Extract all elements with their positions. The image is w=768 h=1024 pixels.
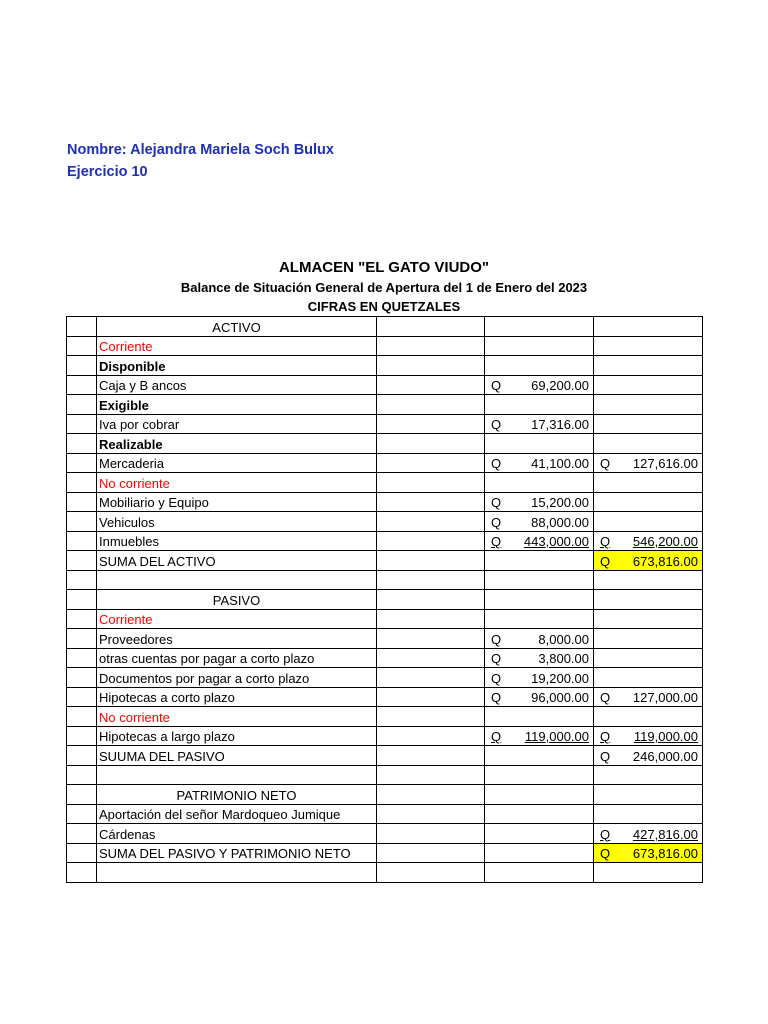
partial-value: 19,200.00 <box>531 670 589 686</box>
spacer-cell <box>377 453 485 473</box>
units-subtitle: CIFRAS EN QUETZALES <box>307 299 461 314</box>
total-cell <box>594 531 703 551</box>
account-label: Mobiliario y Equipo <box>97 492 377 512</box>
total-value: 427,816.00 <box>632 826 698 842</box>
table-row <box>67 863 703 883</box>
partial-cell <box>485 356 594 376</box>
total-cell <box>594 785 703 805</box>
account-label: SUMA DEL ACTIVO <box>97 551 377 571</box>
partial-cell <box>485 668 594 688</box>
balance-sheet-table <box>66 316 703 883</box>
spacer-cell <box>377 629 485 649</box>
total-value: 673,816.00 <box>632 846 698 861</box>
account-label: Realizable <box>97 434 377 454</box>
spacer-cell <box>377 336 485 356</box>
account-label: Aportación del señor Mardoqueo Jumique <box>97 804 377 824</box>
partial-cell <box>485 570 594 590</box>
partial-value: 15,200.00 <box>531 495 589 510</box>
table-row <box>67 492 703 512</box>
total-cell <box>594 629 703 649</box>
partial-cell <box>485 687 594 707</box>
total-cell <box>594 863 703 883</box>
partial-cell <box>485 648 594 668</box>
table-row <box>67 746 703 766</box>
spacer-cell <box>377 707 485 727</box>
table-row <box>67 707 703 727</box>
spacer-cell <box>377 765 485 785</box>
currency-symbol: Q <box>600 553 611 569</box>
table-row <box>67 395 703 415</box>
partial-value: 3,800.00 <box>538 651 589 666</box>
total-cell <box>594 414 703 434</box>
index-cell <box>67 843 97 863</box>
spacer-cell <box>377 648 485 668</box>
partial-cell <box>485 843 594 863</box>
index-cell <box>67 785 97 805</box>
account-label <box>97 765 377 785</box>
spacer-cell <box>377 570 485 590</box>
partial-value: 69,200.00 <box>531 378 589 393</box>
currency-symbol: Q <box>600 534 611 549</box>
spacer-cell <box>377 356 485 376</box>
partial-value: 17,316.00 <box>531 417 589 432</box>
table-row <box>67 843 703 863</box>
table-row <box>67 804 703 824</box>
table-row <box>67 336 703 356</box>
partial-amount <box>487 632 591 648</box>
index-cell <box>67 551 97 571</box>
partial-cell <box>485 414 594 434</box>
partial-cell <box>485 863 594 883</box>
index-cell <box>67 492 97 512</box>
spacer-cell <box>377 668 485 688</box>
spacer-cell <box>377 473 485 493</box>
spacer-cell <box>377 375 485 395</box>
partial-amount <box>487 378 591 394</box>
index-cell <box>67 512 97 532</box>
table-row <box>67 317 703 337</box>
index-cell <box>67 863 97 883</box>
index-cell <box>67 804 97 824</box>
table-row <box>67 590 703 610</box>
account-label: SUMA DEL PASIVO Y PATRIMONIO NETO <box>97 843 377 863</box>
index-cell <box>67 434 97 454</box>
total-cell <box>594 375 703 395</box>
index-cell <box>67 707 97 727</box>
partial-cell <box>485 336 594 356</box>
spacer-cell <box>377 317 485 337</box>
spacer-cell <box>377 414 485 434</box>
index-cell <box>67 414 97 434</box>
currency-symbol: Q <box>600 846 611 861</box>
index-cell <box>67 687 97 707</box>
account-label: Hipotecas a largo plazo <box>97 726 377 746</box>
partial-amount <box>487 495 591 511</box>
currency-symbol: Q <box>600 729 611 744</box>
spacer-cell <box>377 512 485 532</box>
index-cell <box>67 453 97 473</box>
partial-cell <box>485 512 594 532</box>
partial-cell <box>485 590 594 610</box>
total-amount <box>596 456 700 472</box>
currency-symbol: Q <box>491 456 502 471</box>
partial-cell <box>485 434 594 454</box>
account-label: SUUMA DEL PASIVO <box>97 746 377 766</box>
total-cell <box>594 746 703 766</box>
partial-cell <box>485 473 594 493</box>
table-row <box>67 414 703 434</box>
table-row <box>67 551 703 571</box>
total-cell <box>594 609 703 629</box>
account-label: PATRIMONIO NETO <box>97 785 377 805</box>
index-cell <box>67 668 97 688</box>
table-row <box>67 785 703 805</box>
partial-cell <box>485 317 594 337</box>
partial-cell <box>485 531 594 551</box>
partial-value: 41,100.00 <box>531 456 589 471</box>
total-cell <box>594 317 703 337</box>
partial-cell <box>485 609 594 629</box>
table-row <box>67 531 703 551</box>
index-cell <box>67 375 97 395</box>
total-cell <box>594 824 703 844</box>
partial-cell <box>485 746 594 766</box>
account-label: Cárdenas <box>97 824 377 844</box>
account-label: Iva por cobrar <box>97 414 377 434</box>
currency-symbol: Q <box>491 534 502 549</box>
total-cell <box>594 707 703 727</box>
total-cell <box>594 356 703 376</box>
index-cell <box>67 473 97 493</box>
total-cell <box>594 648 703 668</box>
total-amount <box>596 846 700 862</box>
index-cell <box>67 531 97 551</box>
total-cell <box>594 590 703 610</box>
partial-amount <box>487 671 591 687</box>
index-cell <box>67 395 97 415</box>
partial-cell <box>485 629 594 649</box>
partial-amount <box>487 534 591 550</box>
currency-symbol: Q <box>600 690 611 705</box>
total-amount <box>596 749 700 765</box>
partial-cell <box>485 375 594 395</box>
total-amount <box>596 554 700 570</box>
partial-amount <box>487 515 591 531</box>
table-row <box>67 609 703 629</box>
total-value: 127,000.00 <box>632 690 698 705</box>
spacer-cell <box>377 492 485 512</box>
table-row <box>67 824 703 844</box>
total-cell <box>594 434 703 454</box>
account-label: Caja y B ancos <box>97 375 377 395</box>
table-row <box>67 473 703 493</box>
partial-cell <box>485 785 594 805</box>
account-label: Mercaderia <box>97 453 377 473</box>
table-row <box>67 375 703 395</box>
total-value: 673,816.00 <box>632 553 698 569</box>
account-label: Vehiculos <box>97 512 377 532</box>
company-title: ALMACEN "EL GATO VIUDO" <box>278 259 490 276</box>
index-cell <box>67 648 97 668</box>
spacer-cell <box>377 434 485 454</box>
index-cell <box>67 317 97 337</box>
partial-amount <box>487 417 591 433</box>
currency-symbol: Q <box>600 826 611 842</box>
currency-symbol: Q <box>491 690 502 705</box>
spacer-cell <box>377 824 485 844</box>
index-cell <box>67 336 97 356</box>
partial-amount <box>487 729 591 745</box>
total-amount <box>596 690 700 706</box>
spacer-cell <box>377 609 485 629</box>
table-row <box>67 512 703 532</box>
total-cell <box>594 726 703 746</box>
partial-cell <box>485 726 594 746</box>
spacer-cell <box>377 551 485 571</box>
table-row <box>67 629 703 649</box>
total-amount <box>596 534 700 550</box>
total-cell <box>594 551 703 571</box>
index-cell <box>67 356 97 376</box>
table-row <box>67 687 703 707</box>
table-row <box>67 570 703 590</box>
partial-value: 119,000.00 <box>524 729 589 744</box>
total-value: 127,616.00 <box>632 456 698 471</box>
partial-cell <box>485 453 594 473</box>
table-row <box>67 648 703 668</box>
total-cell <box>594 336 703 356</box>
account-label: No corriente <box>97 707 377 727</box>
spacer-cell <box>377 863 485 883</box>
partial-cell <box>485 707 594 727</box>
index-cell <box>67 726 97 746</box>
total-cell <box>594 804 703 824</box>
currency-symbol: Q <box>600 748 611 764</box>
index-cell <box>67 824 97 844</box>
account-label: Proveedores <box>97 629 377 649</box>
total-cell <box>594 765 703 785</box>
account-label: Exigible <box>97 395 377 415</box>
currency-symbol: Q <box>491 378 502 393</box>
table-row <box>67 356 703 376</box>
partial-amount <box>487 651 591 667</box>
total-value: 119,000.00 <box>633 729 698 744</box>
spacer-cell <box>377 785 485 805</box>
account-label: Disponible <box>97 356 377 376</box>
account-label: Documentos por pagar a corto plazo <box>97 668 377 688</box>
total-cell <box>594 395 703 415</box>
account-label: otras cuentas por pagar a corto plazo <box>97 648 377 668</box>
table-row <box>67 765 703 785</box>
index-cell <box>67 609 97 629</box>
currency-symbol: Q <box>491 631 502 647</box>
index-cell <box>67 765 97 785</box>
partial-cell <box>485 765 594 785</box>
currency-symbol: Q <box>491 514 502 530</box>
student-name: Nombre: Alejandra Mariela Soch Bulux <box>67 142 334 158</box>
account-label <box>97 570 377 590</box>
partial-cell <box>485 551 594 571</box>
account-label: Corriente <box>97 609 377 629</box>
total-value: 546,200.00 <box>632 534 698 549</box>
spacer-cell <box>377 726 485 746</box>
account-label: ACTIVO <box>97 317 377 337</box>
total-cell <box>594 687 703 707</box>
spacer-cell <box>377 746 485 766</box>
partial-amount <box>487 456 591 472</box>
partial-cell <box>485 395 594 415</box>
account-label: Hipotecas a corto plazo <box>97 687 377 707</box>
total-cell <box>594 668 703 688</box>
partial-cell <box>485 492 594 512</box>
currency-symbol: Q <box>491 651 502 666</box>
table-row <box>67 453 703 473</box>
index-cell <box>67 570 97 590</box>
currency-symbol: Q <box>491 417 502 432</box>
spacer-cell <box>377 687 485 707</box>
index-cell <box>67 746 97 766</box>
total-cell <box>594 843 703 863</box>
total-value: 246,000.00 <box>632 748 698 764</box>
index-cell <box>67 629 97 649</box>
statement-title: Balance de Situación General de Apertura del 1 de Enero del 2023 <box>180 280 588 295</box>
table-row <box>67 434 703 454</box>
total-cell <box>594 473 703 493</box>
total-amount <box>596 827 700 843</box>
currency-symbol: Q <box>600 456 611 471</box>
currency-symbol: Q <box>491 495 502 510</box>
account-label: PASIVO <box>97 590 377 610</box>
total-cell <box>594 492 703 512</box>
spacer-cell <box>377 531 485 551</box>
account-label <box>97 863 377 883</box>
table-row <box>67 726 703 746</box>
spacer-cell <box>377 590 485 610</box>
partial-value: 96,000.00 <box>531 690 589 705</box>
total-cell <box>594 570 703 590</box>
spacer-cell <box>377 804 485 824</box>
partial-amount <box>487 690 591 706</box>
account-label: No corriente <box>97 473 377 493</box>
partial-value: 8,000.00 <box>538 631 589 647</box>
partial-cell <box>485 824 594 844</box>
total-cell <box>594 512 703 532</box>
spacer-cell <box>377 395 485 415</box>
student-header <box>67 139 334 183</box>
partial-value: 443,000.00 <box>523 534 589 549</box>
currency-symbol: Q <box>491 670 502 686</box>
account-label: Inmuebles <box>97 531 377 551</box>
table-row <box>67 668 703 688</box>
account-label: Corriente <box>97 336 377 356</box>
total-cell <box>594 453 703 473</box>
index-cell <box>67 590 97 610</box>
partial-cell <box>485 804 594 824</box>
partial-value: 88,000.00 <box>531 514 589 530</box>
currency-symbol: Q <box>491 729 502 744</box>
total-amount <box>596 729 700 745</box>
spacer-cell <box>377 843 485 863</box>
exercise-number: Ejercicio 10 <box>67 164 148 180</box>
